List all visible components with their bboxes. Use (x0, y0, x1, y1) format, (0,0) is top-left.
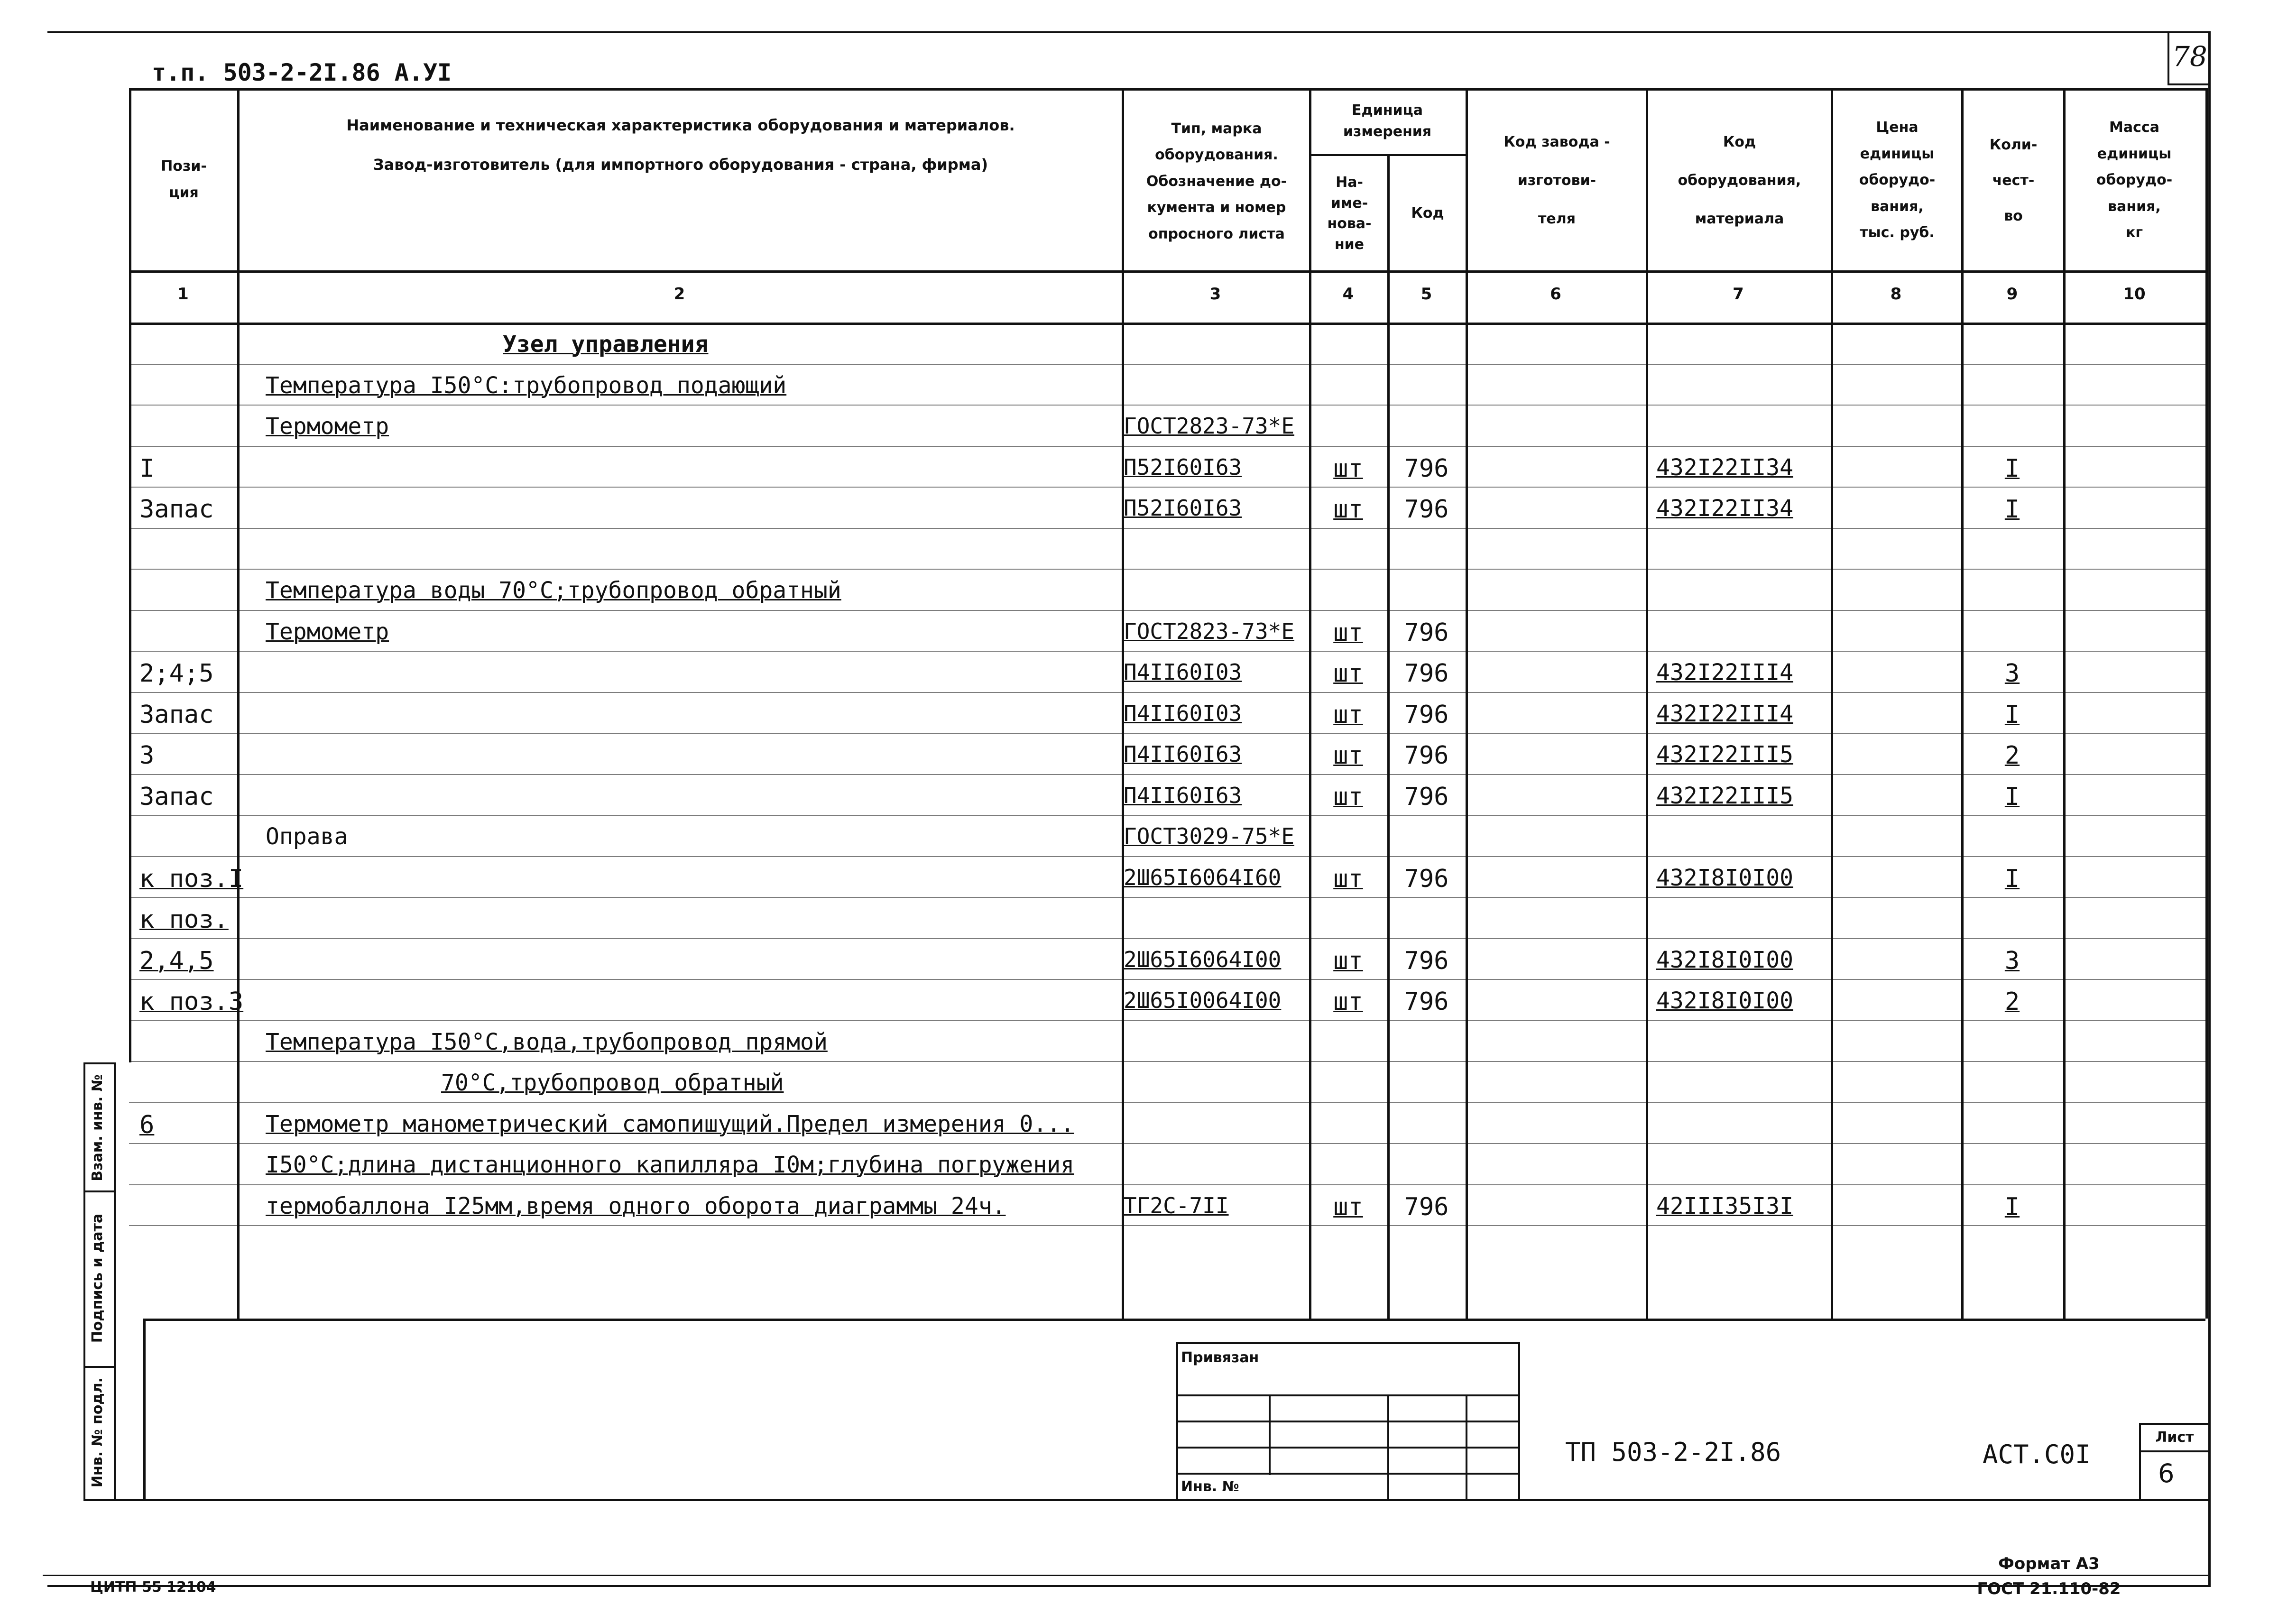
column-divider (1466, 88, 1468, 1319)
row-divider (129, 364, 2205, 365)
right-border (2208, 31, 2211, 1587)
row-divider (129, 569, 2205, 570)
cell-c9: 2 (2004, 987, 2020, 1016)
cell-c3: 2Ш65I0064I00 (1124, 987, 1282, 1013)
stamp-box-v2 (1387, 1394, 1389, 1501)
cell-c1: 6 (139, 1111, 155, 1139)
cell-c7: 432I22II34 (1656, 495, 1793, 522)
page-number-handwritten: 78 (2172, 40, 2207, 73)
cell-c5: 796 (1404, 659, 1449, 688)
side-strip-outer (83, 1062, 85, 1501)
stamp-title: ТП 503-2-2I.86 (1565, 1437, 1781, 1467)
cell-c4: шт (1333, 495, 1363, 524)
cell-c1: Запас (139, 783, 214, 811)
row-divider (129, 733, 2205, 734)
cell-c5: 796 (1404, 1193, 1449, 1221)
header-top-line (129, 88, 2205, 91)
cell-c3: П4II60I03 (1124, 659, 1242, 685)
stamp-sheet-number: 6 (2158, 1458, 2175, 1488)
cell-c5: 796 (1404, 454, 1449, 483)
cell-c5: 796 (1404, 865, 1449, 893)
column-divider (1831, 88, 1833, 1319)
stamp-sheet-label: Лист (2155, 1429, 2194, 1446)
cell-c4: шт (1333, 701, 1363, 729)
cell-c7: 432I22III5 (1656, 741, 1793, 768)
side-strip-top (83, 1062, 116, 1064)
cell-c9: I (2004, 1193, 2020, 1221)
cell-c1: 2,4,5 (139, 947, 214, 975)
row-divider (129, 897, 2205, 898)
cell-c7: 432I22II34 (1656, 454, 1793, 481)
header-equipment-code: Код оборудования, материала (1678, 133, 1801, 227)
cell-c5: 796 (1404, 987, 1449, 1016)
header-unit-group: Единица измерения (1343, 102, 1432, 140)
cell-c1: к поз.3 (139, 987, 244, 1016)
cell-c3: 2Ш65I6064I60 (1124, 865, 1282, 890)
stamp-box-top (1176, 1342, 1520, 1344)
stamp-box-v1 (1269, 1394, 1271, 1475)
header-name: Наименование и техническая характеристика оборудования и материалов. Завод-изготовитель (для импортного оборудования - страна, фирма) (346, 116, 1015, 174)
column-number: 4 (1342, 285, 1354, 304)
row-divider (129, 1184, 2205, 1185)
colnum-bottom-line (129, 323, 2205, 325)
side-strip-div2 (83, 1366, 116, 1368)
cell-c1: 2;4;5 (139, 659, 214, 688)
stamp-box-v3 (1466, 1394, 1467, 1501)
cell-c7: 42III35I3I (1656, 1193, 1793, 1219)
header-type: Тип, марка оборудования. Обозначение до- кумента и номер опросного листа (1146, 120, 1287, 242)
cell-c1: Запас (139, 701, 214, 729)
cell-c3: ГОСТ3029-75*Е (1124, 823, 1295, 849)
row-divider (129, 979, 2205, 980)
doc-code: т.п. 503-2-2I.86 А.УI (152, 59, 452, 86)
column-divider (2063, 88, 2066, 1319)
cell-c9: 2 (2004, 741, 2020, 770)
row-divider (129, 405, 2205, 406)
cell-c7: 432I8I0I00 (1656, 947, 1793, 973)
row-divider (129, 692, 2205, 693)
side-label-podpis: Подпись и дата (89, 1213, 106, 1343)
cell-c9: 3 (2004, 947, 2020, 975)
stamp-box-h1 (1176, 1394, 1520, 1396)
cell-c2: Оправа (266, 823, 348, 850)
row-divider (129, 487, 2205, 488)
cell-c5: 796 (1404, 495, 1449, 524)
cell-c2: Температура воды 70°С;трубопровод обратный (266, 577, 841, 604)
stamp-area-left (143, 1319, 146, 1501)
footer-left: ЦИТП 55 12104 (90, 1579, 216, 1596)
cell-c9: I (2004, 783, 2020, 811)
cell-c3: П4II60I63 (1124, 783, 1242, 808)
column-number: 3 (1209, 285, 1221, 304)
sheet-box-left (2139, 1423, 2141, 1501)
cell-c5: 796 (1404, 783, 1449, 811)
cell-c7: 432I22III4 (1656, 659, 1793, 686)
cell-c3: П52I60I63 (1124, 454, 1242, 480)
cell-c9: I (2004, 865, 2020, 893)
row-divider (129, 1020, 2205, 1021)
row-divider (129, 815, 2205, 816)
cell-c3: П4II60I03 (1124, 701, 1242, 726)
footer-rule (43, 1575, 2208, 1576)
header-mass: Масса единицы оборудо- вания, кг (2096, 119, 2173, 241)
stamp-box-h3 (1176, 1447, 1520, 1449)
cell-c5: 796 (1404, 701, 1449, 729)
side-label-inv-podl: Инв. № подл. (89, 1377, 106, 1488)
cell-c2: 70°С,трубопровод обратный (441, 1070, 784, 1096)
cell-c5: 796 (1404, 947, 1449, 975)
row-divider (129, 856, 2205, 857)
cell-c5: 796 (1404, 741, 1449, 770)
header-bottom-line (129, 270, 2205, 273)
cell-c3: ГОСТ2823-73*Е (1124, 618, 1295, 644)
body-bottom-line (143, 1319, 2205, 1321)
row-divider (129, 1061, 2205, 1062)
column-number: 6 (1550, 285, 1561, 304)
column-number: 2 (673, 285, 685, 304)
row-divider (129, 938, 2205, 939)
cell-c2: Температура I50°С:трубопровод подающий (266, 372, 787, 399)
header-unit-code: Код (1411, 205, 1444, 222)
cell-c3: П52I60I63 (1124, 495, 1242, 521)
column-divider (2205, 88, 2208, 1319)
top-border (47, 31, 2210, 33)
cell-c2: Термометр (266, 618, 389, 645)
row-divider (129, 610, 2205, 611)
column-number: 5 (1420, 285, 1432, 304)
cell-c3: 2Ш65I6064I00 (1124, 947, 1282, 972)
cell-c7: 432I8I0I00 (1656, 987, 1793, 1014)
cell-c3: ТГ2С-7II (1124, 1193, 1229, 1218)
cell-c4: шт (1333, 659, 1363, 688)
cell-c4: шт (1333, 454, 1363, 483)
cell-c9: 3 (2004, 659, 2020, 688)
side-label-vzam: Взам. инв. № (89, 1074, 106, 1181)
row-divider (129, 1102, 2205, 1103)
cell-c1: I (139, 454, 155, 483)
footer-gost: ГОСТ 21.110-82 (1977, 1579, 2121, 1598)
column-divider (129, 88, 131, 1062)
header-unit-name: На- име- нова- ние (1327, 174, 1372, 253)
cell-c7: 432I22III4 (1656, 701, 1793, 727)
column-number: 10 (2123, 285, 2146, 304)
cell-c3: П4II60I63 (1124, 741, 1242, 767)
cell-c2: Термометр (266, 413, 389, 440)
row-divider (129, 1143, 2205, 1144)
cell-c4: шт (1333, 741, 1363, 770)
row-divider (129, 651, 2205, 652)
cell-c4: шт (1333, 618, 1363, 647)
stamp-inv-no: Инв. № (1181, 1478, 1239, 1495)
footer-format: Формат А3 (1998, 1554, 2100, 1573)
column-number: 9 (2006, 285, 2018, 304)
cell-c2: термобаллона I25мм,время одного оборота диаграммы 24ч. (266, 1193, 1006, 1219)
cell-c4: шт (1333, 987, 1363, 1016)
side-strip-inner (114, 1062, 116, 1501)
cell-c2: Узел управления (503, 331, 709, 358)
column-number: 7 (1733, 285, 1744, 304)
cell-c1: к поз.I (139, 865, 244, 893)
column-divider (237, 88, 240, 1319)
side-strip-div1 (83, 1190, 116, 1192)
cell-c4: шт (1333, 865, 1363, 893)
stamp-designation: АСТ.С0I (1983, 1439, 2091, 1469)
row-divider (129, 774, 2205, 775)
cell-c1: Запас (139, 495, 214, 524)
column-divider (1646, 88, 1648, 1319)
cell-c9: I (2004, 701, 2020, 729)
cell-c7: 432I8I0I00 (1656, 865, 1793, 891)
header-quantity: Коли- чест- во (1989, 136, 2038, 224)
header-position: Пози- ция (161, 158, 207, 201)
cell-c4: шт (1333, 947, 1363, 975)
header-price: Цена единицы оборудо- вания, тыс. руб. (1859, 119, 1936, 241)
row-divider (129, 1225, 2205, 1226)
row-divider (129, 446, 2205, 447)
side-strip-bottom (83, 1499, 145, 1501)
cell-c2: Температура I50°С,вода,трубопровод прямой (266, 1029, 828, 1055)
cell-c2: I50°С;длина дистанционного капилляра I0м;глубина погружения (266, 1152, 1075, 1178)
header-factory-code: Код завода - изготови- теля (1503, 133, 1610, 227)
cell-c2: Термометр манометрический самопишущий.Предел измерения 0... (266, 1111, 1075, 1137)
column-number: 8 (1890, 285, 1902, 304)
cell-c5: 796 (1404, 618, 1449, 647)
stamp-privyazan: Привязан (1181, 1349, 1259, 1366)
page-box-bottom (2168, 83, 2210, 85)
stamp-box-h2 (1176, 1421, 1520, 1422)
cell-c4: шт (1333, 783, 1363, 811)
cell-c9: I (2004, 454, 2020, 483)
cell-c1: к поз. (139, 905, 229, 934)
column-number: 1 (177, 285, 189, 304)
cell-c1: 3 (139, 741, 155, 770)
bottom-border (47, 1585, 2210, 1587)
row-divider (129, 528, 2205, 529)
cell-c7: 432I22III5 (1656, 783, 1793, 809)
page-box-left (2168, 33, 2169, 85)
cell-c4: шт (1333, 1193, 1363, 1221)
cell-c9: I (2004, 495, 2020, 524)
cell-c3: ГОСТ2823-73*Е (1124, 413, 1295, 439)
